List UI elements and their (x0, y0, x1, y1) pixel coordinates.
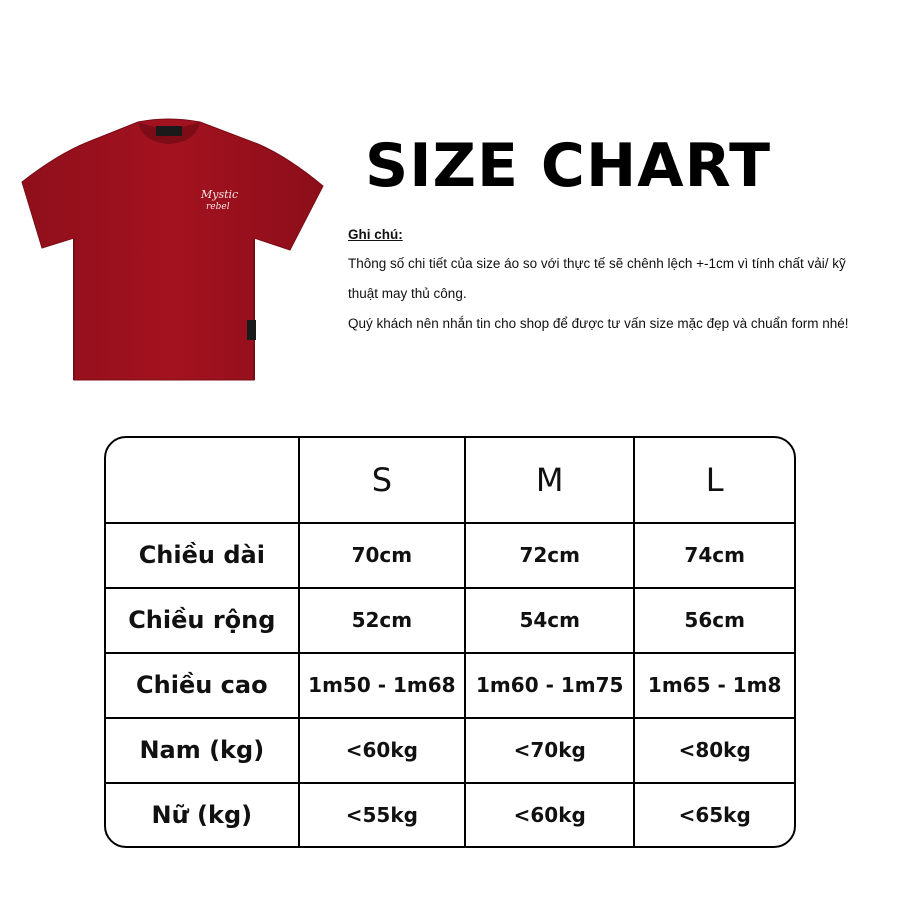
table-row (106, 718, 794, 783)
note-line: Thông số chi tiết của size áo so với thực tế sẽ chênh lệch +-1cm vì tính chất vải/ kỹ thuật may thủ công. (348, 256, 846, 301)
row-label-width: Chiều rộng (106, 588, 299, 653)
svg-text:rebel: rebel (206, 202, 230, 212)
table-cell: <80kg (634, 718, 794, 783)
row-label-female-weight: Nữ (kg) (106, 783, 299, 846)
table-cell: 54cm (465, 588, 634, 653)
table-row (106, 653, 794, 718)
header-size-s: S (299, 438, 465, 523)
table-cell: 72cm (465, 523, 634, 588)
table-row (106, 588, 794, 653)
table-cell: 56cm (634, 588, 794, 653)
row-label-male-weight: Nam (kg) (106, 718, 299, 783)
table-cell: 1m65 - 1m8 (634, 653, 794, 718)
table-cell: <55kg (299, 783, 465, 846)
table-cell: <70kg (465, 718, 634, 783)
table-row (106, 783, 794, 846)
table-cell: 74cm (634, 523, 794, 588)
page-title: SIZE CHART (365, 131, 772, 201)
tshirt-image (18, 112, 330, 388)
notes-heading: Ghi chú: (348, 227, 403, 242)
tshirt-logo: Mystic (201, 188, 239, 201)
table-cell: <60kg (465, 783, 634, 846)
notes-section (348, 224, 868, 339)
table-cell: <60kg (299, 718, 465, 783)
table-cell: 1m50 - 1m68 (299, 653, 465, 718)
row-label-length: Chiều dài (106, 523, 299, 588)
table-header-row (106, 438, 794, 523)
row-label-height: Chiều cao (106, 653, 299, 718)
table-row (106, 523, 794, 588)
header-size-m: M (465, 438, 634, 523)
table-cell: 52cm (299, 588, 465, 653)
header-empty-cell (106, 438, 299, 523)
table-cell: 1m60 - 1m75 (465, 653, 634, 718)
table-cell: 70cm (299, 523, 465, 588)
table-cell: <65kg (634, 783, 794, 846)
note-line: Quý khách nên nhắn tin cho shop để được tư vấn size mặc đẹp và chuẩn form nhé! (348, 316, 849, 331)
size-table (104, 436, 796, 848)
header-size-l: L (634, 438, 794, 523)
